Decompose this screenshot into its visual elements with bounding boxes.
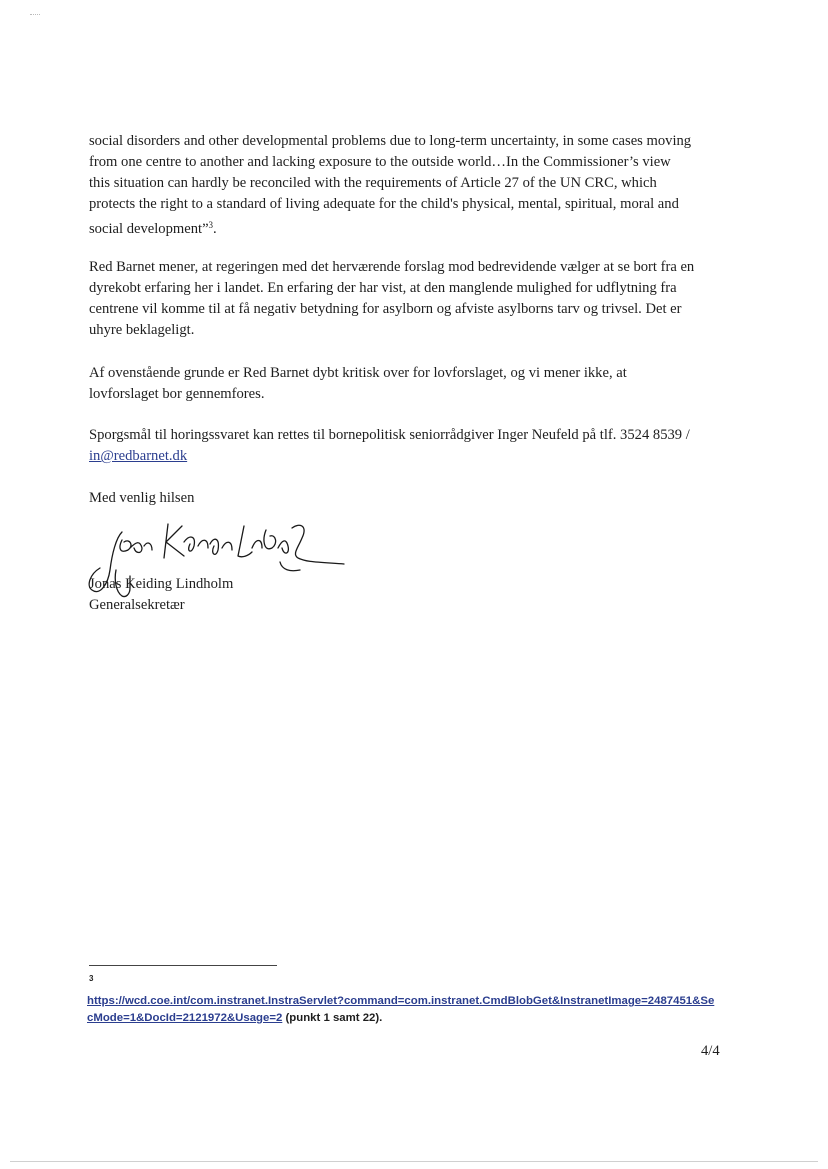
closing-greeting: Med venlig hilsen (89, 490, 195, 506)
quote-line: this situation can hardly be reconciled with the requirements of Article 27 of the UN CRC, which (89, 175, 657, 191)
paragraph-line: Af ovenstående grunde er Red Barnet dybt kritisk over for lovforslaget, og vi mener ikke, at (89, 365, 627, 381)
paragraph-line: centrene vil komme til at få negativ betydning for asylborn og afviste asylborns tarv og trivsel. Det er (89, 301, 682, 317)
email-line (89, 446, 734, 467)
footnote-divider (89, 965, 277, 966)
footnote-suffix: (punkt 1 samt 22). (282, 1012, 383, 1024)
signer-name: Jonas Keiding Lindholm (89, 576, 234, 592)
quote-line: social disorders and other developmental problems due to long-term uncertainty, in some cases moving (89, 133, 692, 149)
scan-bottom-edge (10, 1161, 818, 1162)
paragraph-line: Red Barnet mener, at regeringen med det herværende forslag mod bedrevidende vælger at se bort fra en (89, 259, 695, 275)
footnote-text (87, 993, 737, 1027)
red-barnet-paragraph (89, 257, 734, 341)
page-number: 4/4 (701, 1043, 720, 1059)
footnote-url-line-1[interactable]: https://wcd.coe.int/com.instranet.InstraServlet?command=com.instranet.CmdBlobGet&InstranetImage=2487451&Se (87, 995, 715, 1007)
scan-artifact (30, 14, 40, 18)
footnote-number: 3 (89, 974, 94, 983)
questions-paragraph (89, 425, 734, 467)
quote-line: from one centre to another and lacking exposure to the outside world…In the Commissioner’s view (89, 154, 671, 170)
reasons-paragraph (89, 363, 734, 405)
paragraph-line: dyrekobt erfaring her i landet. En erfaring der har vist, at den manglende mulighed for udflytning fra (89, 280, 677, 296)
quote-paragraph (89, 131, 734, 240)
quote-line-last (89, 215, 734, 240)
quote-last-text: social development” (89, 221, 209, 237)
paragraph-line: Sporgsmål til horingssvaret kan rettes til bornepolitisk seniorrådgiver Inger Neufeld på tlf. 3524 8539 / (89, 427, 690, 443)
signer-title: Generalsekretær (89, 597, 185, 613)
quote-end: . (213, 221, 217, 237)
footnote-url-line-2[interactable]: cMode=1&DocId=2121972&Usage=2 (87, 1012, 283, 1024)
paragraph-line: uhyre beklageligt. (89, 322, 195, 338)
footnote-reference[interactable]: 3 (208, 220, 214, 230)
paragraph-line: lovforslaget bor gennemfores. (89, 386, 265, 402)
quote-line: protects the right to a standard of living adequate for the child's physical, mental, spiritual, moral and (89, 196, 679, 212)
email-link[interactable]: in@redbarnet.dk (89, 448, 188, 464)
